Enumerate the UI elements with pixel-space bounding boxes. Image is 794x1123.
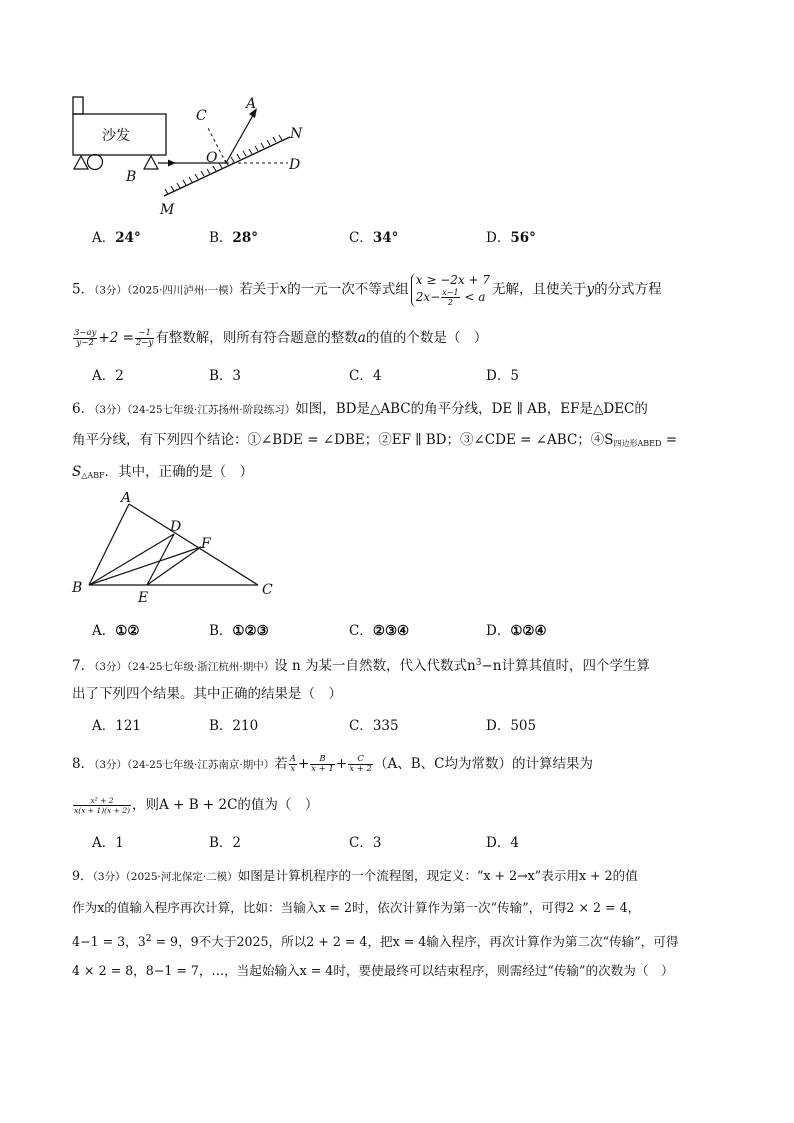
sofa-back [73,97,83,114]
label-N: N [290,126,303,142]
label-M: M [160,202,175,218]
fig6-label-D: D [170,519,182,535]
label-A: A [246,96,257,112]
q7-option-b: B．210 [209,718,259,734]
q5-line2: $\frac{3-ay}{y-2}$ +2 = $\frac{-1}{2-y}$ 有整数解，则所有符合题意的整数a的值的个数是（ ） [74,328,488,348]
q8-option-d: D．4 [486,835,519,851]
q6-option-c: C．②③④ [349,623,410,639]
label-O: O [206,150,218,166]
triangle-abc-figure [68,492,288,604]
q7-line1: 7．（3分）（24-25七年级·浙江杭州·期中）设 n 为某一自然数，代入代数式$n^3-n$计算其值时，四个学生算 [72,658,650,674]
q6-option-a: A．①② [92,623,140,639]
q5-option-d: D．5 [486,368,519,384]
label-B: B [126,169,137,185]
q7-option-a: A．121 [92,718,142,734]
fig6-label-C: C [262,582,273,598]
mirror-MN [164,137,290,196]
q7-option-c: C．335 [349,718,399,734]
q6-option-d: D．①②④ [486,623,547,639]
q8-option-a: A．1 [92,835,124,851]
q5-inequality-system: x ≥ −2x + 7 2x− $\frac{x-1}{2}$ < a [411,273,490,307]
label-C: C [196,108,207,124]
q9-line3: 4−1 = 3，$3^2 = 9$，9不大于2025，所以2 + 2 = 4，把x = 4输入程序，再次计算作为第二次“传输”，可得 [72,934,679,949]
q4-option-a: A．24° [92,230,141,246]
q5-option-b: B．3 [209,368,242,384]
q4-option-b: B．28° [209,230,258,246]
q8-option-c: C．3 [349,835,382,851]
q7-line2: 出了下列四个结果。其中正确的结果是（ ） [72,686,342,702]
sofa-label: 沙发 [102,128,130,144]
fig6-label-E: E [138,590,149,604]
q9-line1: 9．（3分）（2025·河北保定·二模）如图是计算机程序的一个流程图，现定义：“x + 2→x”表示用x + 2的值 [72,868,638,883]
q6-line2: 角平分线，有下列四个结论：①∠BDE = ∠DBE；②EF ∥ BD；③∠CDE = ∠ABC；$④S_{四边形ABED}$ = [72,432,678,448]
q5-number: 5． [72,281,95,298]
q6-option-b: B．①②③ [209,623,269,639]
q9-line4: 4 × 2 = 8，8−1 = 7，…，当起始输入x = 4时，要使最终可以结束程序，则需经过“传输”的次数为（ ） [72,963,674,978]
q5-meta: （3分）（2025·四川泸州·一模） [94,284,240,297]
segment-BF [89,547,201,585]
fig6-label-A: A [121,492,132,506]
q9-line2: 作为x的值输入程序再次计算，比如：当输入x = 2时，依次计算作为第一次“传输”，可得2 × 2 = 4， [72,900,641,915]
sofa-wheel [88,155,103,170]
q8-line1: 8．（3分）（24-25七年级·江苏南京·期中）若 $\frac{A}{x}$ + $\frac{B}{x + 1}$ + $\frac{C}{x + 2}$ （A、B、C均为常数）的计算结果为 [72,754,593,774]
q4-option-c: C．34° [349,230,399,246]
q5-option-a: A．2 [92,368,124,384]
segment-AC [129,504,258,585]
sofa-right-foot [144,156,158,169]
q7-option-d: D．505 [486,718,537,734]
q5-option-c: C．4 [349,368,382,384]
fig6-label-B: B [72,580,83,596]
ray-BO-arrow [168,160,176,167]
mirror-hatching [165,135,282,194]
label-D: D [289,157,301,173]
q8-option-b: B．2 [209,835,242,851]
sofa-mirror-figure [60,90,320,220]
q8-line2: $\frac{\text{x² + 2}}{x(x + 1)(x + 2)}$ ，则A + B + 2C的值为（ ） [74,796,319,815]
segment-EF [147,547,201,585]
fig6-label-F: F [201,536,211,552]
sofa-left-foot [74,156,88,169]
q6-line1: 6．（3分）（24-25七年级·江苏扬州·阶段练习）如图，BD是△ABC的角平分线，DE ∥ AB，EF是△DEC的 [72,401,648,417]
q5-line1: 5．（3分）（2025·四川泸州·一模）若关于x的一元一次不等式组 x ≥ −2x + 7 2x− $\frac{x-1}{2}$ < a 无解，且使关于y的分式方程 [72,273,662,307]
q4-option-d: D．56° [486,230,536,246]
q6-line3: $S_{\triangle ABF}$．其中，正确的是（ ） [72,464,254,480]
